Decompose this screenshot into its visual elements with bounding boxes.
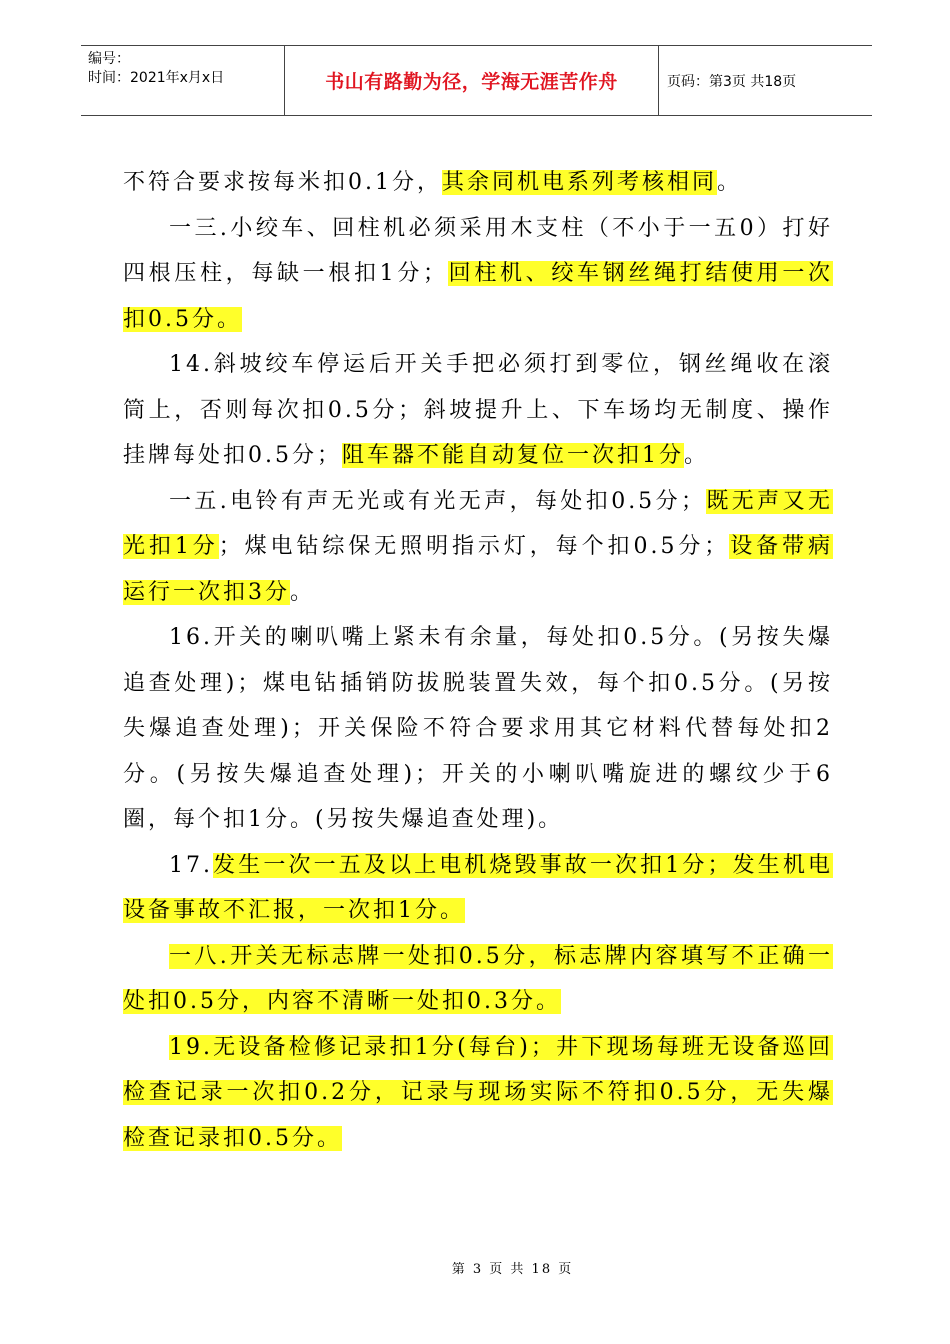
paragraph (123, 479, 833, 616)
paragraph-text: 不符合要求按每米扣0.1分， (123, 170, 442, 195)
paragraph-text: 14.斜坡绞车停运后开关手把必须打到零位，钢丝绳收在滚筒上，否则每次扣0.5分；斜坡提升上、下车场均无制度、操作挂牌每处扣0.5分； (123, 352, 833, 468)
header-motto: 书山有路勤为径，学海无涯苦作舟 (325, 71, 618, 93)
paragraph (123, 843, 833, 934)
highlighted-text: 其余同机电系列考核相同 (442, 170, 718, 195)
highlighted-text: 一八.开关无标志牌一处扣0.5分，标志牌内容填写不正确一处扣0.5分，内容不清晰一处扣0.3分。 (123, 943, 833, 1014)
paragraph-text: ；煤电钻综保无照明指示灯，每个扣0.5分； (218, 534, 730, 559)
document-number-label: 编号： (88, 51, 130, 67)
paragraph-text: 。 (290, 579, 316, 605)
header-page-info-cell (659, 46, 872, 115)
highlighted-text: 回柱机、绞车钢丝绳打结使用一次扣0.5分。 (123, 261, 833, 332)
paragraph-text: 。 (717, 170, 743, 195)
paragraph (123, 934, 833, 1025)
highlighted-text: 设备带病运行一次扣3分 (123, 534, 833, 605)
paragraph (123, 1025, 833, 1162)
highlighted-text: 发生一次一五及以上电机烧毁事故一次扣1分；发生机电设备事故不汇报，一次扣1分。 (123, 852, 833, 923)
highlighted-text: 阻车器不能自动复位一次扣1分 (342, 443, 684, 468)
paragraph-text: 。 (684, 443, 710, 468)
highlighted-text: 既无声又无光扣1分 (123, 488, 833, 559)
paragraph (123, 160, 833, 206)
document-time-label: 时间：2021年x月x日 (88, 70, 225, 86)
paragraph-text: 17. (169, 852, 213, 878)
page-header (81, 45, 872, 116)
paragraph (123, 342, 833, 479)
paragraph (123, 206, 833, 343)
header-page-info: 页码：第3页 共18页 (667, 73, 797, 90)
paragraph-text: 16.开关的喇叭嘴上紧未有余量，每处扣0.5分。(另按失爆追查处理)；煤电钻插销防拔脱装置失效，每个扣0.5分。(另按失爆追查处理)；开关保险不符合要求用其它材料代替每处扣2分。(另按失爆追查处理)；开关的小喇叭嘴旋进的螺纹少于6圈，每个扣1分。(另按失爆追查处理)。 (123, 625, 833, 832)
paragraph (123, 615, 833, 843)
page-footer: 第 3 页 共 18 页 (451, 1262, 574, 1277)
paragraph-text: 一五.电铃有声无光或有光无声，每处扣0.5分； (169, 488, 706, 514)
paragraph-text: 一三.小绞车、回柱机必须采用木支柱（不小于一五0）打好四根压柱，每缺一根扣1分； (123, 215, 833, 286)
document-body (123, 160, 833, 1161)
header-meta (81, 46, 285, 115)
header-motto-cell (285, 46, 659, 115)
highlighted-text: 19.无设备检修记录扣1分(每台)；井下现场每班无设备巡回检查记录一次扣0.2分，记录与现场实际不符扣0.5分，无失爆检查记录扣0.5分。 (123, 1034, 833, 1151)
